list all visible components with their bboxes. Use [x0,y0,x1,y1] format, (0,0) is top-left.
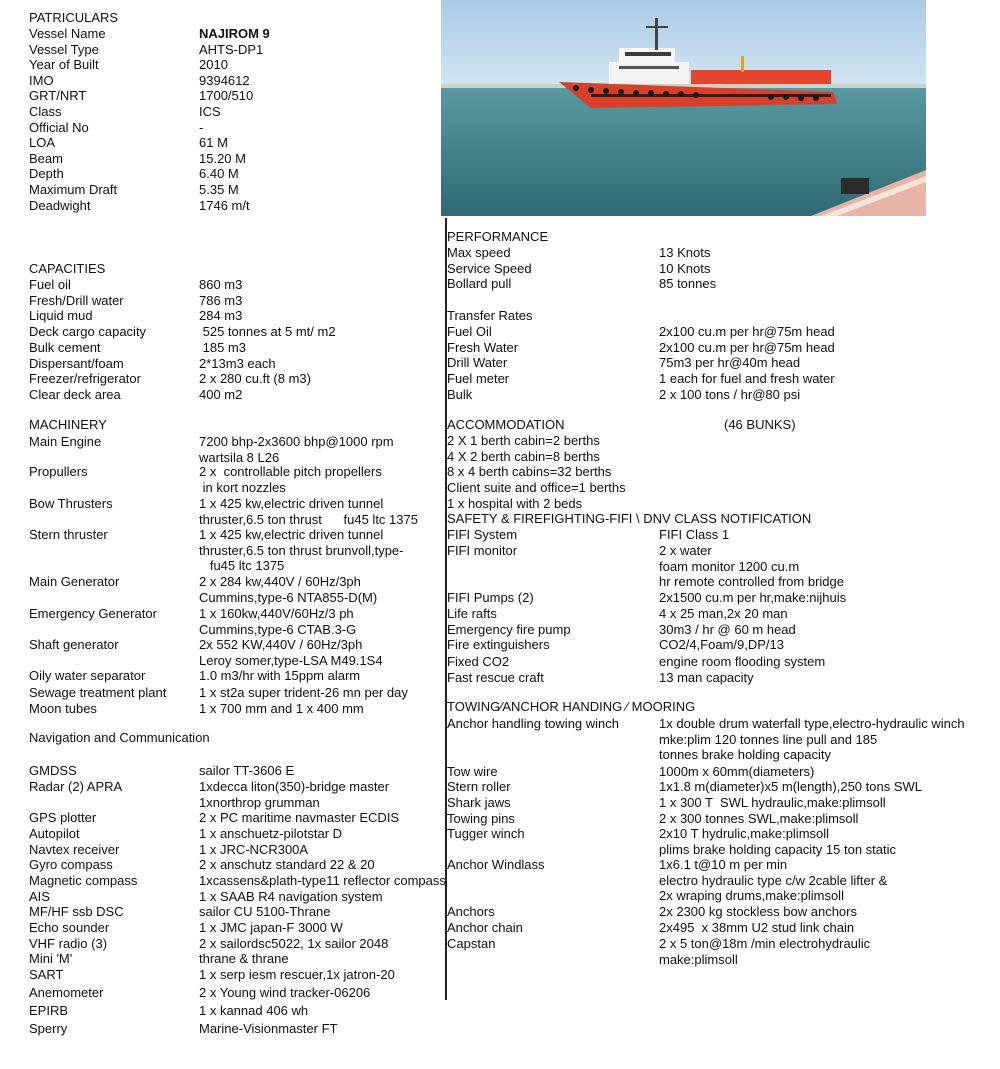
machinery-value: thruster,6.5 ton thrust fu45 ltc 1375 [199,511,418,527]
particulars-value: 15.20 M [199,150,246,166]
towing-value: 2x wraping drums,make:plimsoll [659,888,844,904]
machinery-value: 2 x controllable pitch propellers [199,464,382,479]
navigation-label: AIS [29,889,50,904]
particulars-value: ICS [199,104,221,119]
capacities-label: Fresh/Drill water [29,292,124,308]
navigation-label: Mini 'M' [29,951,73,966]
particulars-value: 1700/510 [199,88,254,104]
navigation-label: GPS plotter [29,810,97,825]
transfer-label: Drill Water [447,355,508,371]
machinery-value: Cummins,type-6 CTAB.3-G [199,621,357,637]
capacities-value: 284 m3 [199,308,243,324]
navigation-value: 1 x JRC-NCR300A [199,842,309,857]
towing-value: 2 x 5 ton@18m /min electrohydraulic [659,936,871,951]
navigation-value: sailor TT-3606 E [199,763,295,778]
navigation-heading: Navigation and Communication [29,730,210,745]
navigation-label: VHF radio (3) [29,936,108,951]
accommodation-line: Client suite and office=1 berths [447,480,626,496]
accommodation-heading: ACCOMMODATION [447,417,565,432]
towing-value: 1 x 300 T SWL hydraulic,make:plimsoll [659,795,886,810]
navigation-value: 2 x Young wind tracker-06206 [199,985,371,1000]
performance-value: 10 Knots [659,260,711,276]
navigation-value: 2 x sailordsc5022, 1x sailor 2048 [199,936,389,951]
transfer-label: Fresh Water [447,339,519,355]
safety-value: engine room flooding system [659,654,826,669]
capacities-value: 860 m3 [199,277,243,292]
machinery-label: Main Generator [29,574,120,589]
transfer-value: 75m3 per hr@40m head [659,355,801,371]
particulars-label: Vessel Type [29,41,99,57]
safety-value: foam monitor 1200 cu.m [659,558,800,574]
particulars-label: Year of Built [29,57,99,73]
towing-label: Capstan [447,936,496,951]
transfer-label: Fuel Oil [447,324,492,339]
particulars-value: 5.35 M [199,182,239,197]
transfer-value: 2x100 cu.m per hr@75m head [659,324,835,339]
particulars-label: Depth [29,166,64,182]
towing-label: Tow wire [447,764,498,779]
capacities-value: 185 m3 [199,339,246,355]
machinery-value: 1 x st2a super trident-26 mn per day [199,685,408,700]
navigation-label: Echo sounder [29,920,110,935]
safety-value: hr remote controlled from bridge [659,574,844,590]
capacities-label: Freezer/refrigerator [29,371,141,387]
capacities-label: Bulk cement [29,339,101,355]
transfer-value: 2x100 cu.m per hr@75m head [659,339,835,355]
safety-label: Fast rescue craft [447,670,544,685]
safety-label: FIFI System [447,527,518,542]
navigation-label: Magnetic compass [29,873,138,888]
performance-label: Bollard pull [447,276,512,292]
machinery-label: Moon tubes [29,701,97,716]
particulars-value: 9394612 [199,72,250,88]
safety-value: 13 man capacity [659,670,754,685]
particulars-value: AHTS-DP1 [199,41,264,57]
machinery-value: 1 x 425 kw,electric driven tunnel [199,527,384,542]
towing-value: make:plimsoll [659,951,738,967]
machinery-label: Stern thruster [29,527,108,542]
particulars-label: Maximum Draft [29,182,118,197]
navigation-value: 1 x JMC japan-F 3000 W [199,920,343,935]
navigation-value: 2 x anschutz standard 22 & 20 [199,857,375,872]
capacities-value: 2*13m3 each [199,355,276,371]
safety-label: FIFI Pumps (2) [447,590,534,605]
particulars-label: IMO [29,72,54,88]
safety-value: FIFI Class 1 [659,527,730,542]
navigation-label: Sperry [29,1021,68,1036]
machinery-label: Sewage treatment plant [29,685,167,700]
performance-value: 13 Knots [659,245,711,260]
particulars-label: Class [29,104,62,119]
capacities-value: 786 m3 [199,292,243,308]
performance-heading: PERFORMANCE [447,229,549,244]
machinery-label: Bow Thrusters [29,496,113,511]
accommodation-line: 8 x 4 berth cabins=32 berths [447,464,612,480]
machinery-value: 1 x 425 kw,electric driven tunnel [199,496,384,511]
navigation-label: Radar (2) APRA [29,779,123,794]
particulars-label: Beam [29,150,63,166]
capacities-value: 525 tonnes at 5 mt/ m2 [199,324,336,340]
particulars-value: - [199,119,204,135]
navigation-label: MF/HF ssb DSC [29,904,124,919]
towing-label: Shark jaws [447,795,511,810]
transfer-value: 2 x 100 tons / hr@80 psi [659,386,801,402]
safety-heading: SAFETY & FIREFIGHTING-FIFI \ DNV CLASS NOTIFICATION [447,511,812,526]
particulars-label: Official No [29,119,89,135]
particulars-label: LOA [29,135,56,151]
performance-label: Max speed [447,245,511,260]
machinery-heading: MACHINERY [29,417,107,432]
towing-label: Stern roller [447,779,511,794]
navigation-label: Autopilot [29,826,80,841]
towing-value: 2x 2300 kg stockless bow anchors [659,904,857,919]
particulars-label: Vessel Name [29,26,106,41]
machinery-value: wartsila 8 L26 [199,449,280,465]
accommodation-note: (46 BUNKS) [724,417,796,432]
machinery-value: Leroy somer,type-LSA M49.1S4 [199,652,383,668]
accommodation-line: 1 x hospital with 2 beds [447,495,583,511]
towing-value: electro hydraulic type c/w 2cable lifter & [659,872,888,888]
safety-value: 2x1500 cu.m per hr,make:nijhuis [659,590,847,605]
towing-value: 1x double drum waterfall type,electro-hydraulic winch [659,716,965,731]
towing-value: 2x10 T hydrulic,make:plimsoll [659,826,830,841]
navigation-label: SART [29,967,64,982]
towing-value: 1x1.8 m(diameter)x5 m(length),250 tons SWL [659,779,922,794]
particulars-heading: PATRICULARS [29,10,119,25]
navigation-value: 1 x kannad 406 wh [199,1003,309,1018]
navigation-label: Gyro compass [29,857,113,872]
towing-value: mke:plim 120 tonnes line pull and 185 [659,731,878,747]
particulars-value: 61 M [199,135,228,151]
capacities-heading: CAPACITIES [29,261,106,276]
machinery-value: 7200 bhp-2x3600 bhp@1000 rpm [199,434,394,449]
transfer-label: Fuel meter [447,371,510,387]
towing-label: Towing pins [447,811,515,826]
safety-value: 2 x water [659,543,712,558]
particulars-label: Deadwight [29,197,91,213]
machinery-value: 2 x 284 kw,440V / 60Hz/3ph [199,574,361,589]
safety-label: Fixed CO2 [447,654,510,669]
safety-label: Life rafts [447,606,497,621]
machinery-value: 2x 552 KW,440V / 60Hz/3ph [199,637,363,652]
particulars-label: GRT/NRT [29,88,87,104]
machinery-label: Propullers [29,464,88,479]
navigation-value: 1 x serp iesm rescuer,1x jatron-20 [199,967,395,982]
capacities-label: Dispersant/foam [29,355,124,371]
navigation-label: Navtex receiver [29,842,120,857]
capacities-label: Liquid mud [29,308,93,324]
performance-label: Service Speed [447,260,532,276]
towing-label: Anchor handling towing winch [447,716,619,731]
safety-label: Fire extinguishers [447,637,550,652]
machinery-label: Shaft generator [29,637,119,652]
towing-value: plims brake holding capacity 15 ton static [659,841,897,857]
particulars-value: 2010 [199,57,228,73]
accommodation-line: 4 X 2 berth cabin=8 berths [447,448,600,464]
towing-value: 2 x 300 tonnes SWL,make:plimsoll [659,811,859,826]
machinery-label: Main Engine [29,434,102,449]
towing-heading: TOWING⁄ANCHOR HANDING ⁄ MOORING [447,699,696,714]
machinery-value: 1 x 700 mm and 1 x 400 mm [199,701,364,716]
capacities-label: Clear deck area [29,386,121,402]
navigation-value: 1xcassens&plath-type11 reflector compass [199,873,446,888]
capacities-value: 2 x 280 cu.ft (8 m3) [199,371,311,387]
particulars-value: 6.40 M [199,166,239,182]
machinery-value: 1.0 m3/hr with 15ppm alarm [199,668,361,683]
navigation-value: 1xdecca liton(350)-bridge master [199,779,390,794]
navigation-label: EPIRB [29,1003,69,1018]
performance-value: 85 tonnes [659,276,717,292]
navigation-value: 1 x SAAB R4 navigation system [199,889,383,904]
machinery-value: in kort nozzles [199,479,286,495]
navigation-value: 2 x PC maritime navmaster ECDIS [199,810,400,825]
capacities-label: Fuel oil [29,277,71,292]
safety-label: Emergency fire pump [447,622,571,637]
towing-label: Anchors [447,904,495,919]
transfer-heading: Transfer Rates [447,308,533,323]
machinery-value: Cummins,type-6 NTA855-D(M) [199,589,378,605]
particulars-value: 1746 m/t [199,197,250,213]
machinery-value: fu45 ltc 1375 [199,558,285,574]
navigation-value: sailor CU 5100-Thrane [199,904,331,919]
navigation-value: Marine-Visionmaster FT [199,1021,338,1036]
transfer-label: Bulk [447,386,473,402]
towing-label: Anchor Windlass [447,857,545,872]
towing-label: Tugger winch [447,826,525,841]
machinery-value: 1 x 160kw,440V/60Hz/3 ph [199,606,354,621]
safety-value: 30m3 / hr @ 60 m head [659,622,796,637]
machinery-value: thruster,6.5 ton thrust brunvoll,type- [199,542,404,558]
navigation-value: 1 x anschuetz-pilotstar D [199,826,343,841]
transfer-value: 1 each for fuel and fresh water [659,371,835,387]
towing-value: 1x6.1 t@10 m per min [659,857,788,872]
capacities-label: Deck cargo capacity [29,324,147,340]
safety-value: 4 x 25 man,2x 20 man [659,606,788,621]
navigation-value: 1xnorthrop grumman [199,794,320,810]
safety-label: FIFI monitor [447,543,518,558]
towing-value: tonnes brake holding capacity [659,747,832,763]
machinery-label: Emergency Generator [29,606,157,621]
towing-label: Anchor chain [447,920,523,935]
vessel-photo [441,0,926,216]
particulars-value: NAJIROM 9 [199,26,270,41]
machinery-label: Oily water separator [29,668,146,683]
safety-value: CO2/4,Foam/9,DP/13 [659,637,784,652]
accommodation-line: 2 X 1 berth cabin=2 berths [447,433,600,448]
towing-value: 1000m x 60mm(diameters) [659,764,815,779]
navigation-label: Anemometer [29,985,104,1000]
navigation-label: GMDSS [29,763,77,778]
capacities-value: 400 m2 [199,386,243,402]
towing-value: 2x495 x 38mm U2 stud link chain [659,920,855,935]
navigation-value: thrane & thrane [199,951,289,966]
